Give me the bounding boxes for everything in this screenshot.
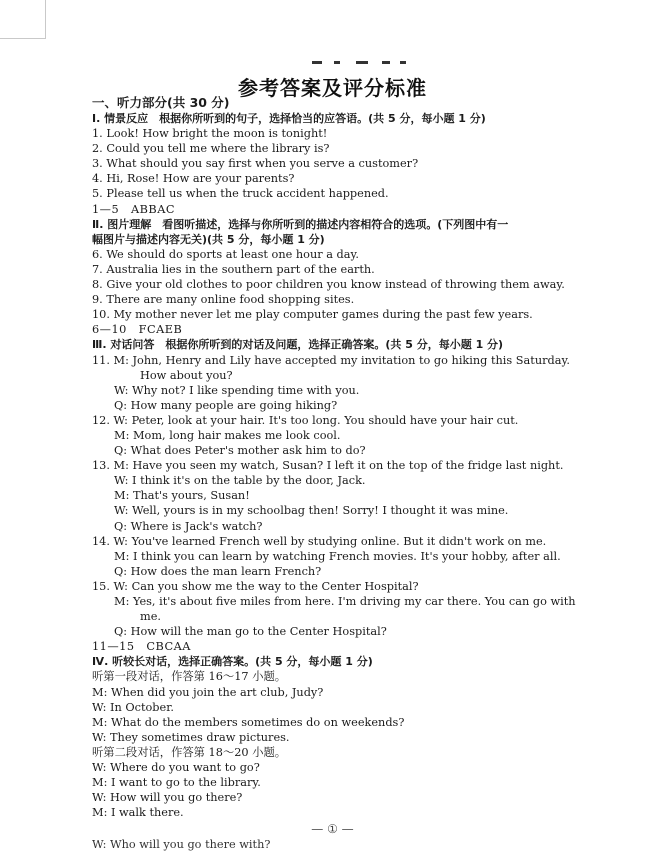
- section3-heading: Ⅲ. 对话问答 根据你所听到的对话及问题，选择正确答案。(共 5 分，每小题 1 分): [92, 338, 504, 352]
- dialogue-line: W: Well, yours is in my schoolbag then! Sorry! I thought it was mine.: [114, 504, 509, 518]
- sec2-item: 10. My mother never let me play computer games during the past few years.: [92, 308, 533, 322]
- sec2-item: 8. Give your old clothes to poor children you know instead of throwing them away.: [92, 278, 565, 292]
- dialogue-line: 14. W: You've learned French well by studying online. But it didn't work on me.: [92, 534, 547, 548]
- sec1-answer: 1—5 ABBAC: [92, 202, 176, 216]
- dialogue-line: How about you?: [140, 368, 233, 382]
- sec1-item: 4. Hi, Rose! How are your parents?: [92, 172, 295, 186]
- sec3-answer: 11—15 CBCAA: [92, 640, 191, 654]
- dialogue-line: M: I want to go to the library.: [92, 776, 261, 790]
- dialogue-line: Q: How will the man go to the Center Hospital?: [114, 625, 387, 639]
- part1-heading: 一、听力部分(共 30 分): [92, 95, 230, 110]
- sec2-answer: 6—10 FCAEB: [92, 323, 183, 337]
- dialogue-line: 11. M: John, Henry and Lily have accepted my invitation to go hiking this Saturday.: [92, 353, 570, 367]
- dialogue-line: W: Why not? I like spending time with you.: [114, 383, 360, 397]
- dialogue-line: Q: How many people are going hiking?: [114, 398, 338, 412]
- dialogue-line: 12. W: Peter, look at your hair. It's too long. You should have your hair cut.: [92, 413, 519, 427]
- dialogue-line: Q: Where is Jack's watch?: [114, 519, 263, 533]
- page-title: 参考答案及评分标准: [238, 76, 427, 100]
- dialogue-line: 15. W: Can you show me the way to the Center Hospital?: [92, 579, 419, 593]
- dialogue-line: M: Yes, it's about five miles from here. I'm driving my car there. You can go with: [114, 595, 576, 608]
- document-body: [92, 94, 622, 820]
- dialogue-line: M: That's yours, Susan!: [114, 489, 250, 503]
- page-number: — ① —: [311, 822, 354, 836]
- section3-dialogues: [92, 353, 622, 640]
- section4-heading: Ⅳ. 听较长对话，选择正确答案。(共 5 分，每小题 1 分): [92, 655, 373, 669]
- section2-heading: Ⅱ. 图片理解 看图听描述，选择与你所听到的描述内容相符合的选项。(下列图中有一: [92, 217, 509, 231]
- dialogue-line: W: Where do you want to go?: [92, 761, 260, 775]
- dialogue-line: Q: How does the man learn French?: [114, 564, 322, 578]
- dialogue-line: M: When did you join the art club, Judy?: [92, 685, 324, 699]
- sec2-item: 7. Australia lies in the southern part of the earth.: [92, 262, 375, 276]
- dialogue-line: M: I think you can learn by watching French movies. It's your hobby, after all.: [114, 549, 561, 563]
- section2-heading-cont: 幅图片与描述内容无关)(共 5 分，每小题 1 分): [92, 232, 325, 246]
- sec2-item: 9. There are many online food shopping sites.: [92, 293, 355, 307]
- cropped-header-fragment: [312, 61, 408, 67]
- sec2-item: 6. We should do sports at least one hour a day.: [92, 247, 359, 261]
- dialogue-line: 听第一段对话，作答第 16～17 小题。: [92, 670, 287, 684]
- section1-heading: Ⅰ. 情景反应 根据你所听到的句子，选择恰当的应答语。(共 5 分，每小题 1 分): [92, 112, 486, 125]
- sec1-item: 3. What should you say first when you serve a customer?: [92, 157, 419, 171]
- dialogue-line: M: Mom, long hair makes me look cool.: [114, 428, 341, 442]
- dialogue-line: M: What do the members sometimes do on weekends?: [92, 715, 405, 729]
- cut-off-line: W: Who will you go there with?: [92, 838, 271, 851]
- dialogue-line: Q: What does Peter's mother ask him to do?: [114, 444, 366, 458]
- dialogue-line: W: How will you go there?: [92, 791, 243, 805]
- dialogue-line: M: I walk there.: [92, 806, 184, 820]
- sec1-item: 1. Look! How bright the moon is tonight!: [92, 127, 328, 141]
- dialogue-line: W: In October.: [92, 700, 174, 714]
- section4-dialogues: [92, 669, 622, 820]
- dialogue-line: 听第二段对话，作答第 18～20 小题。: [92, 745, 287, 759]
- sec1-item: 5. Please tell us when the truck accident happened.: [92, 187, 389, 201]
- dialogue-line: W: I think it's on the table by the door, Jack.: [114, 474, 366, 488]
- dialogue-line: W: They sometimes draw pictures.: [92, 730, 290, 744]
- dialogue-line: me.: [140, 610, 161, 624]
- dialogue-line: 13. M: Have you seen my watch, Susan? I left it on the top of the fridge last night.: [92, 459, 564, 473]
- sec1-item: 2. Could you tell me where the library is?: [92, 142, 330, 156]
- scan-corner-mark: [0, 0, 46, 39]
